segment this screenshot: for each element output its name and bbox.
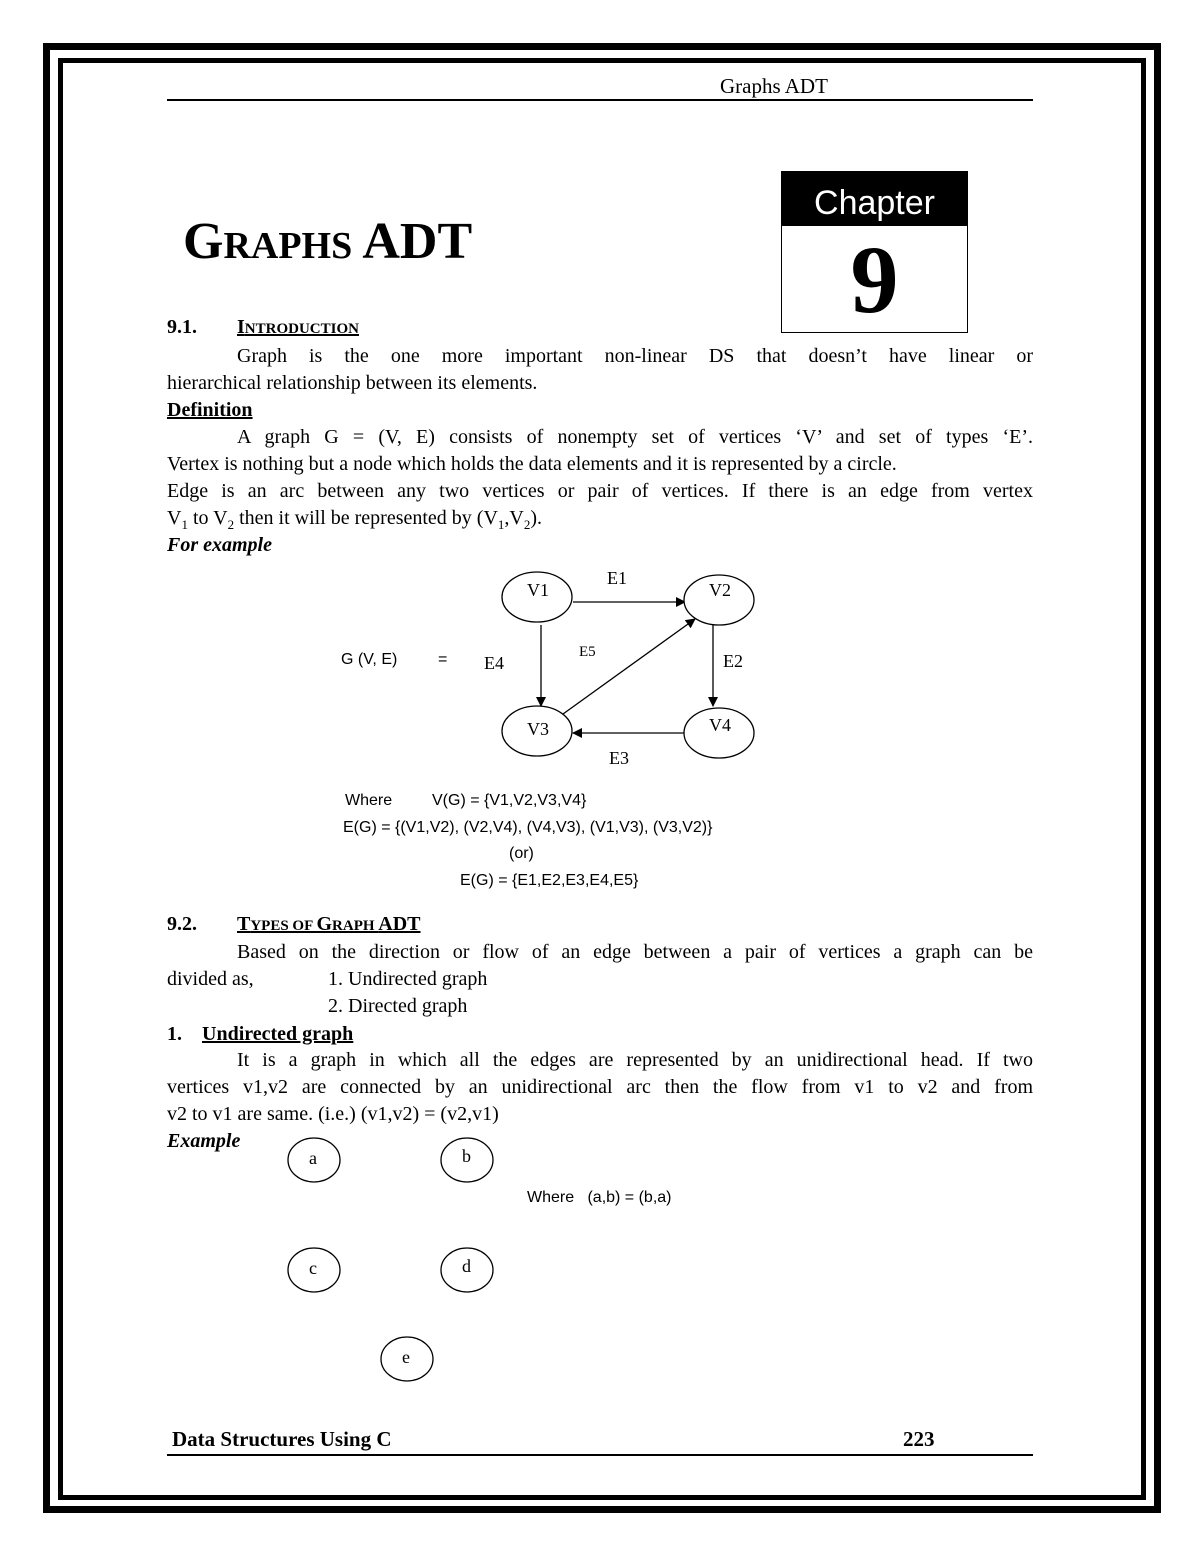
example-label: Example — [167, 1130, 241, 1152]
types-line-2: divided as, — [167, 968, 254, 990]
section-9-1-number: 9.1. — [167, 316, 197, 338]
edge-set-1: E(G) = {(V1,V2), (V2,V4), (V4,V3), (V1,V3), (V3,V2)} — [343, 819, 713, 836]
chapter-label: Chapter — [782, 172, 967, 226]
definition-line-2: Vertex is nothing but a node which holds the data elements and it is represented by a circle. — [167, 453, 897, 475]
definition-line-3: Edge is an arc between any two vertices or pair of vertices. If there is an edge from vertex — [167, 480, 1033, 502]
undirected-line-2: vertices v1,v2 are connected by an unidirectional arc then the flow from v1 to v2 and from — [167, 1076, 1033, 1098]
intro-line-2: hierarchical relationship between its elements. — [167, 372, 538, 394]
vertex-set: V(G) = {V1,V2,V3,V4} — [432, 792, 587, 809]
node-label-a: a — [309, 1148, 317, 1168]
undirected-number: 1. — [167, 1023, 182, 1045]
or-label: (or) — [509, 845, 534, 862]
where-label: Where — [345, 792, 393, 809]
edge-set-2: E(G) = {E1,E2,E3,E4,E5} — [460, 872, 639, 889]
definition-line-4: $V_1$ to $V_2$ then it will be represented by $(V_1,V_2)$. — [167, 507, 543, 532]
vertex-label-v2: V2 — [709, 580, 731, 600]
edge-label-e5: E5 — [579, 644, 596, 660]
chapter-number: 9 — [850, 226, 899, 333]
undirected-where: Where (a,b) = (b,a) — [527, 1189, 672, 1206]
section-9-2-number: 9.2. — [167, 913, 197, 935]
type-item-1: 1. Undirected graph — [328, 968, 488, 990]
section-9-1-heading: INTRODUCTION — [237, 316, 359, 338]
undirected-line-1: It is a graph in which all the edges are represented by an unidirectional head. If two — [237, 1049, 1033, 1071]
edge-label-e1: E1 — [607, 568, 627, 588]
node-label-c: c — [309, 1258, 317, 1278]
node-label-d: d — [462, 1256, 471, 1276]
edge-label-e2: E2 — [723, 651, 743, 671]
chapter-title: GRAPHS ADT — [183, 213, 473, 270]
for-example-label: For example — [167, 534, 272, 556]
vertex-label-v4: V4 — [709, 715, 731, 735]
undirected-line-3: v2 to v1 are same. (i.e.) (v1,v2) = (v2,v1) — [167, 1103, 499, 1125]
definition-line-1: A graph G = (V, E) consists of nonempty set of vertices ‘V’ and set of types ‘E’. — [237, 426, 1033, 448]
types-line-1: Based on the direction or flow of an edge between a pair of vertices a graph can be — [237, 941, 1033, 963]
footer-book-title: Data Structures Using C — [172, 1427, 392, 1451]
type-item-2: 2. Directed graph — [328, 995, 468, 1017]
node-label-e: e — [402, 1347, 410, 1367]
undirected-heading: Undirected graph — [202, 1023, 354, 1045]
graph-label: G (V, E) — [341, 651, 398, 668]
node-label-b: b — [462, 1146, 471, 1166]
graph-equals: = — [438, 651, 448, 668]
edge-label-e3: E3 — [609, 748, 629, 768]
vertex-label-v1: V1 — [527, 580, 549, 600]
intro-line-1: Graph is the one more important non-linear DS that doesn’t have linear or — [237, 345, 1033, 367]
edge-label-e4: E4 — [484, 653, 504, 673]
footer-page-number: 223 — [903, 1427, 935, 1451]
running-header: Graphs ADT — [720, 74, 828, 98]
section-9-2-heading: TYPES OF GRAPH ADT — [237, 913, 421, 935]
vertex-label-v3: V3 — [527, 719, 549, 739]
definition-heading: Definition — [167, 399, 253, 421]
footer-rule — [167, 1454, 1033, 1456]
edge-e5 — [563, 619, 695, 714]
